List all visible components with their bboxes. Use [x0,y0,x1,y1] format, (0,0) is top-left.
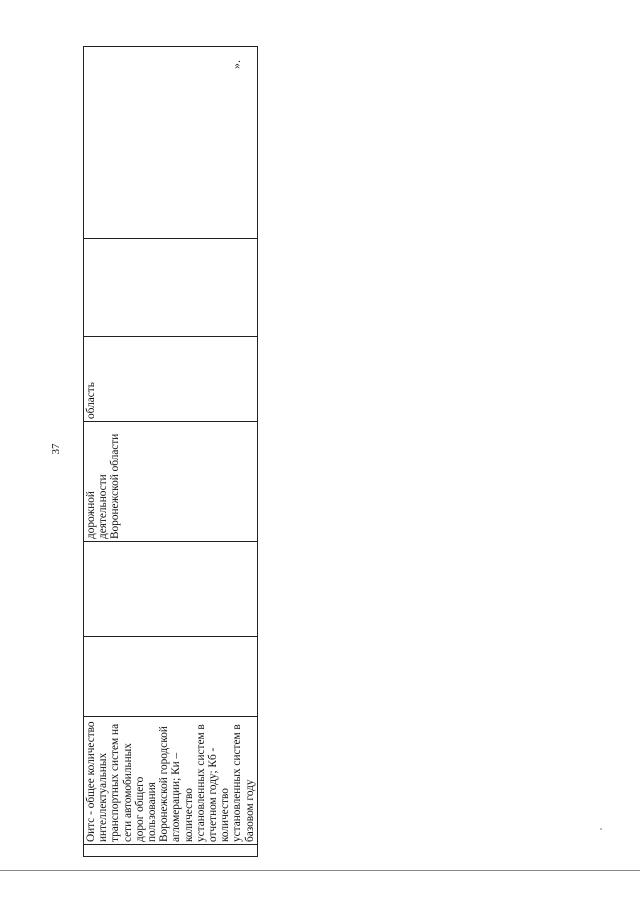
table-cell [84,47,258,239]
table-cell-responsible: дорожной деятельности Воронежской области [84,422,258,542]
rotated-table-area [83,47,256,857]
table-cell [84,542,258,637]
table-cell [84,239,258,337]
table-cell-formula-description: Оитс - общее количество интеллектуальных транспортных систем на сети автомобильных дорог общего пользования Воронежской городской агломерации; Ки – количество установленных систем в отчетном году; Кб - количество установленных систем в базовом году [84,717,258,845]
page-number: 37 [50,443,62,455]
closing-quote-mark: ». [229,60,243,69]
indicator-table [83,46,258,857]
table-cell [84,637,258,717]
table-cell [84,845,258,857]
scan-bottom-edge [0,870,640,871]
scan-speck [600,828,602,830]
table-cell-region: область [84,337,258,422]
table-row [84,47,258,857]
